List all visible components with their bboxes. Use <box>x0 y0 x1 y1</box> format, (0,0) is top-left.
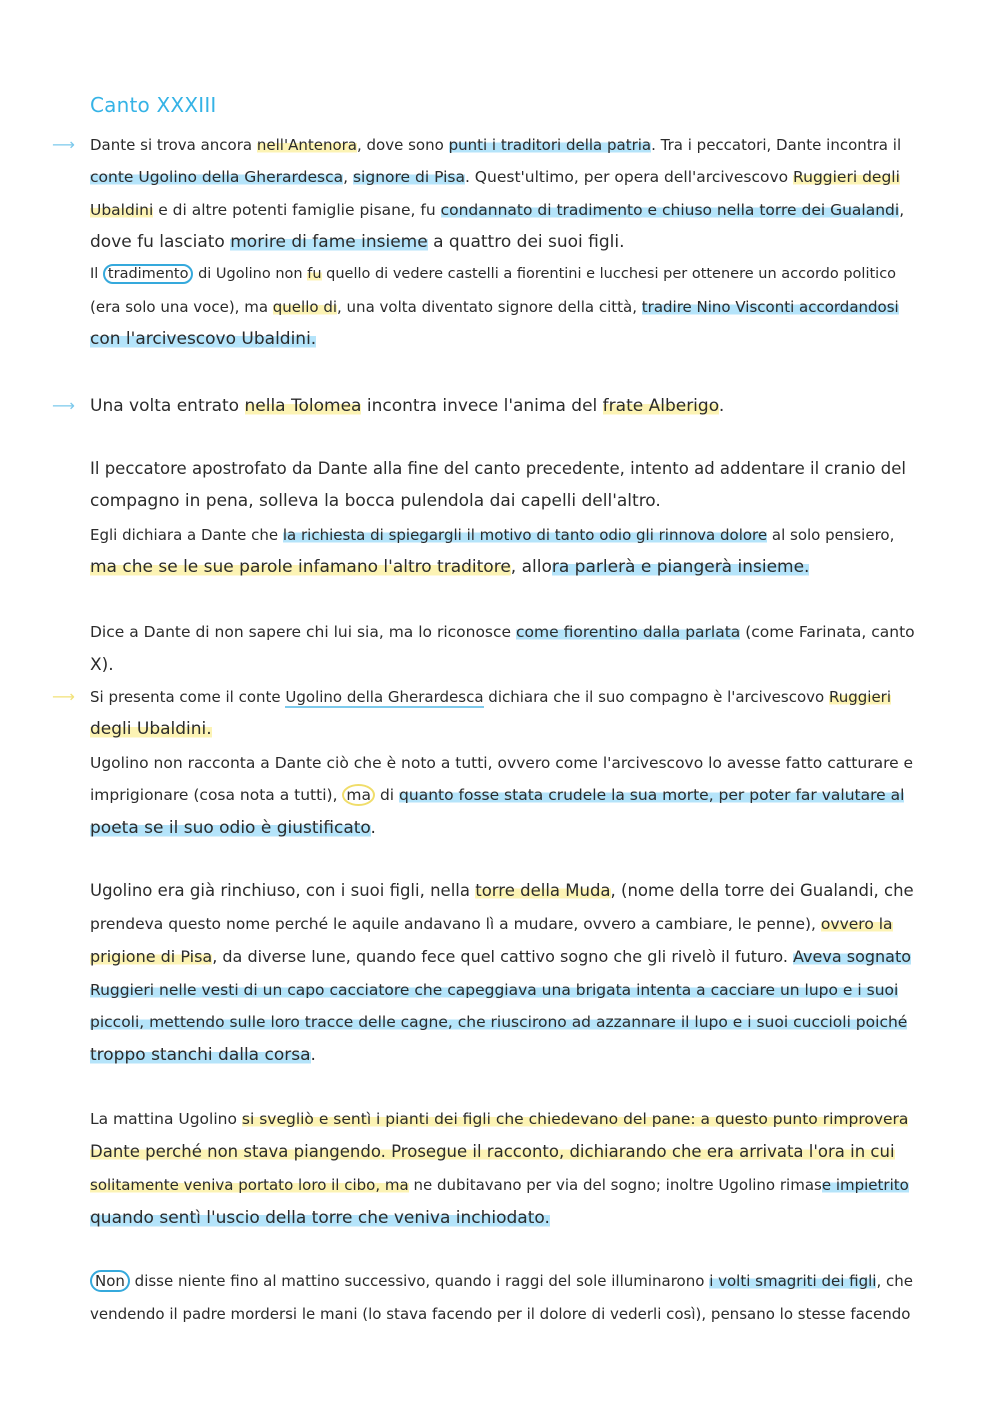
text-line: ma che se le sue parole infamano l'altro traditore, allora parlerà e piangerà insieme. <box>90 557 810 577</box>
text-line: La mattina Ugolino si svegliò e sentì i pianti dei figli che chiedevano del pane: a questo punto rimprovera <box>90 1110 909 1128</box>
text-line: Dice a Dante di non sapere chi lui sia, ma lo riconosce come fiorentino dalla parlata (come Farinata, canto <box>90 623 915 641</box>
arrow-bullet-icon: ⟶ <box>52 135 75 154</box>
text-line: Dante perché non stava piangendo. Prosegue il racconto, dichiarando che era arrivata l'ora in cui <box>90 1142 895 1161</box>
text-line: Una volta entrato nella Tolomea incontra invece l'anima del frate Alberigo. <box>90 396 725 416</box>
arrow-bullet-icon: ⟶ <box>52 396 75 415</box>
text-line: Dante si trova ancora nell'Antenora, dove sono punti i traditori della patria. Tra i peccatori, Dante incontra il <box>90 136 902 154</box>
page-title: Canto XXXIII <box>90 93 217 117</box>
text-line: degli Ubaldini. <box>90 719 212 739</box>
text-line: Ubaldini e di altre potenti famiglie pisane, fu condannato di tradimento e chiuso nella torre dei Gualandi, <box>90 201 905 219</box>
text-line: poeta se il suo odio è giustificato. <box>90 818 376 838</box>
text-line: prendeva questo nome perché le aquile andavano lì a mudare, ovvero a cambiare, le penne), ovvero la <box>90 915 893 933</box>
text-line: troppo stanchi dalla corsa. <box>90 1045 316 1065</box>
text-line: Egli dichiara a Dante che la richiesta di spiegargli il motivo di tanto odio gli rinnova dolore al solo pensiero, <box>90 526 895 544</box>
text-line: Ruggieri nelle vesti di un capo cacciatore che capeggiava una brigata intenta a cacciare un lupo e i suoi <box>90 981 899 999</box>
text-line: con l'arcivescovo Ubaldini. <box>90 329 317 349</box>
text-line: conte Ugolino della Gherardesca, signore di Pisa. Quest'ultimo, per opera dell'arcivescovo Ruggieri degli <box>90 168 900 186</box>
text-line: imprigionare (cosa nota a tutti), ma di quanto fosse stata crudele la sua morte, per poter far valutare al <box>90 786 905 804</box>
text-line: X). <box>90 655 114 675</box>
arrow-bullet-icon: ⟶ <box>52 687 75 706</box>
text-line: Il tradimento di Ugolino non fu quello di vedere castelli a fiorentini e lucchesi per ottenere un accordo politico <box>90 266 897 282</box>
text-line: Ugolino non racconta a Dante ciò che è noto a tutti, ovvero come l'arcivescovo lo avesse fatto catturare e <box>90 754 914 772</box>
text-line: Non disse niente fino al mattino successivo, quando i raggi del sole illuminarono i volti smagriti dei figli, che <box>90 1270 913 1292</box>
text-line: quando sentì l'uscio della torre che veniva inchiodato. <box>90 1208 550 1228</box>
text-line: piccoli, mettendo sulle loro tracce delle cagne, che riuscirono ad azzannare il lupo e i suoi cuccioli poiché <box>90 1013 908 1031</box>
text-line: vendendo il padre mordersi le mani (lo stava facendo per il dolore di vederli così), pensano lo stesse facendo <box>90 1305 911 1323</box>
text-line: (era solo una voce), ma quello di, una volta diventato signore della città, tradire Nino Visconti accordandosi <box>90 298 899 316</box>
text-line: Il peccatore apostrofato da Dante alla fine del canto precedente, intento ad addentare il cranio del <box>90 459 906 478</box>
text-line: compagno in pena, solleva la bocca pulendola dai capelli dell'altro. <box>90 491 661 511</box>
text-line: Si presenta come il conte Ugolino della Gherardesca dichiara che il suo compagno è l'arcivescovo Ruggieri <box>90 688 892 706</box>
text-line: dove fu lasciato morire di fame insieme a quattro dei suoi figli. <box>90 232 625 252</box>
text-line: solitamente veniva portato loro il cibo, ma ne dubitavano per via del sogno; inoltre Ugolino rimase impietrito <box>90 1176 909 1194</box>
text-line: Ugolino era già rinchiuso, con i suoi figli, nella torre della Muda, (nome della torre dei Gualandi, che <box>90 881 914 900</box>
text-line: prigione di Pisa, da diverse lune, quando fece quel cattivo sogno che gli rivelò il futuro. Aveva sognato <box>90 947 912 966</box>
